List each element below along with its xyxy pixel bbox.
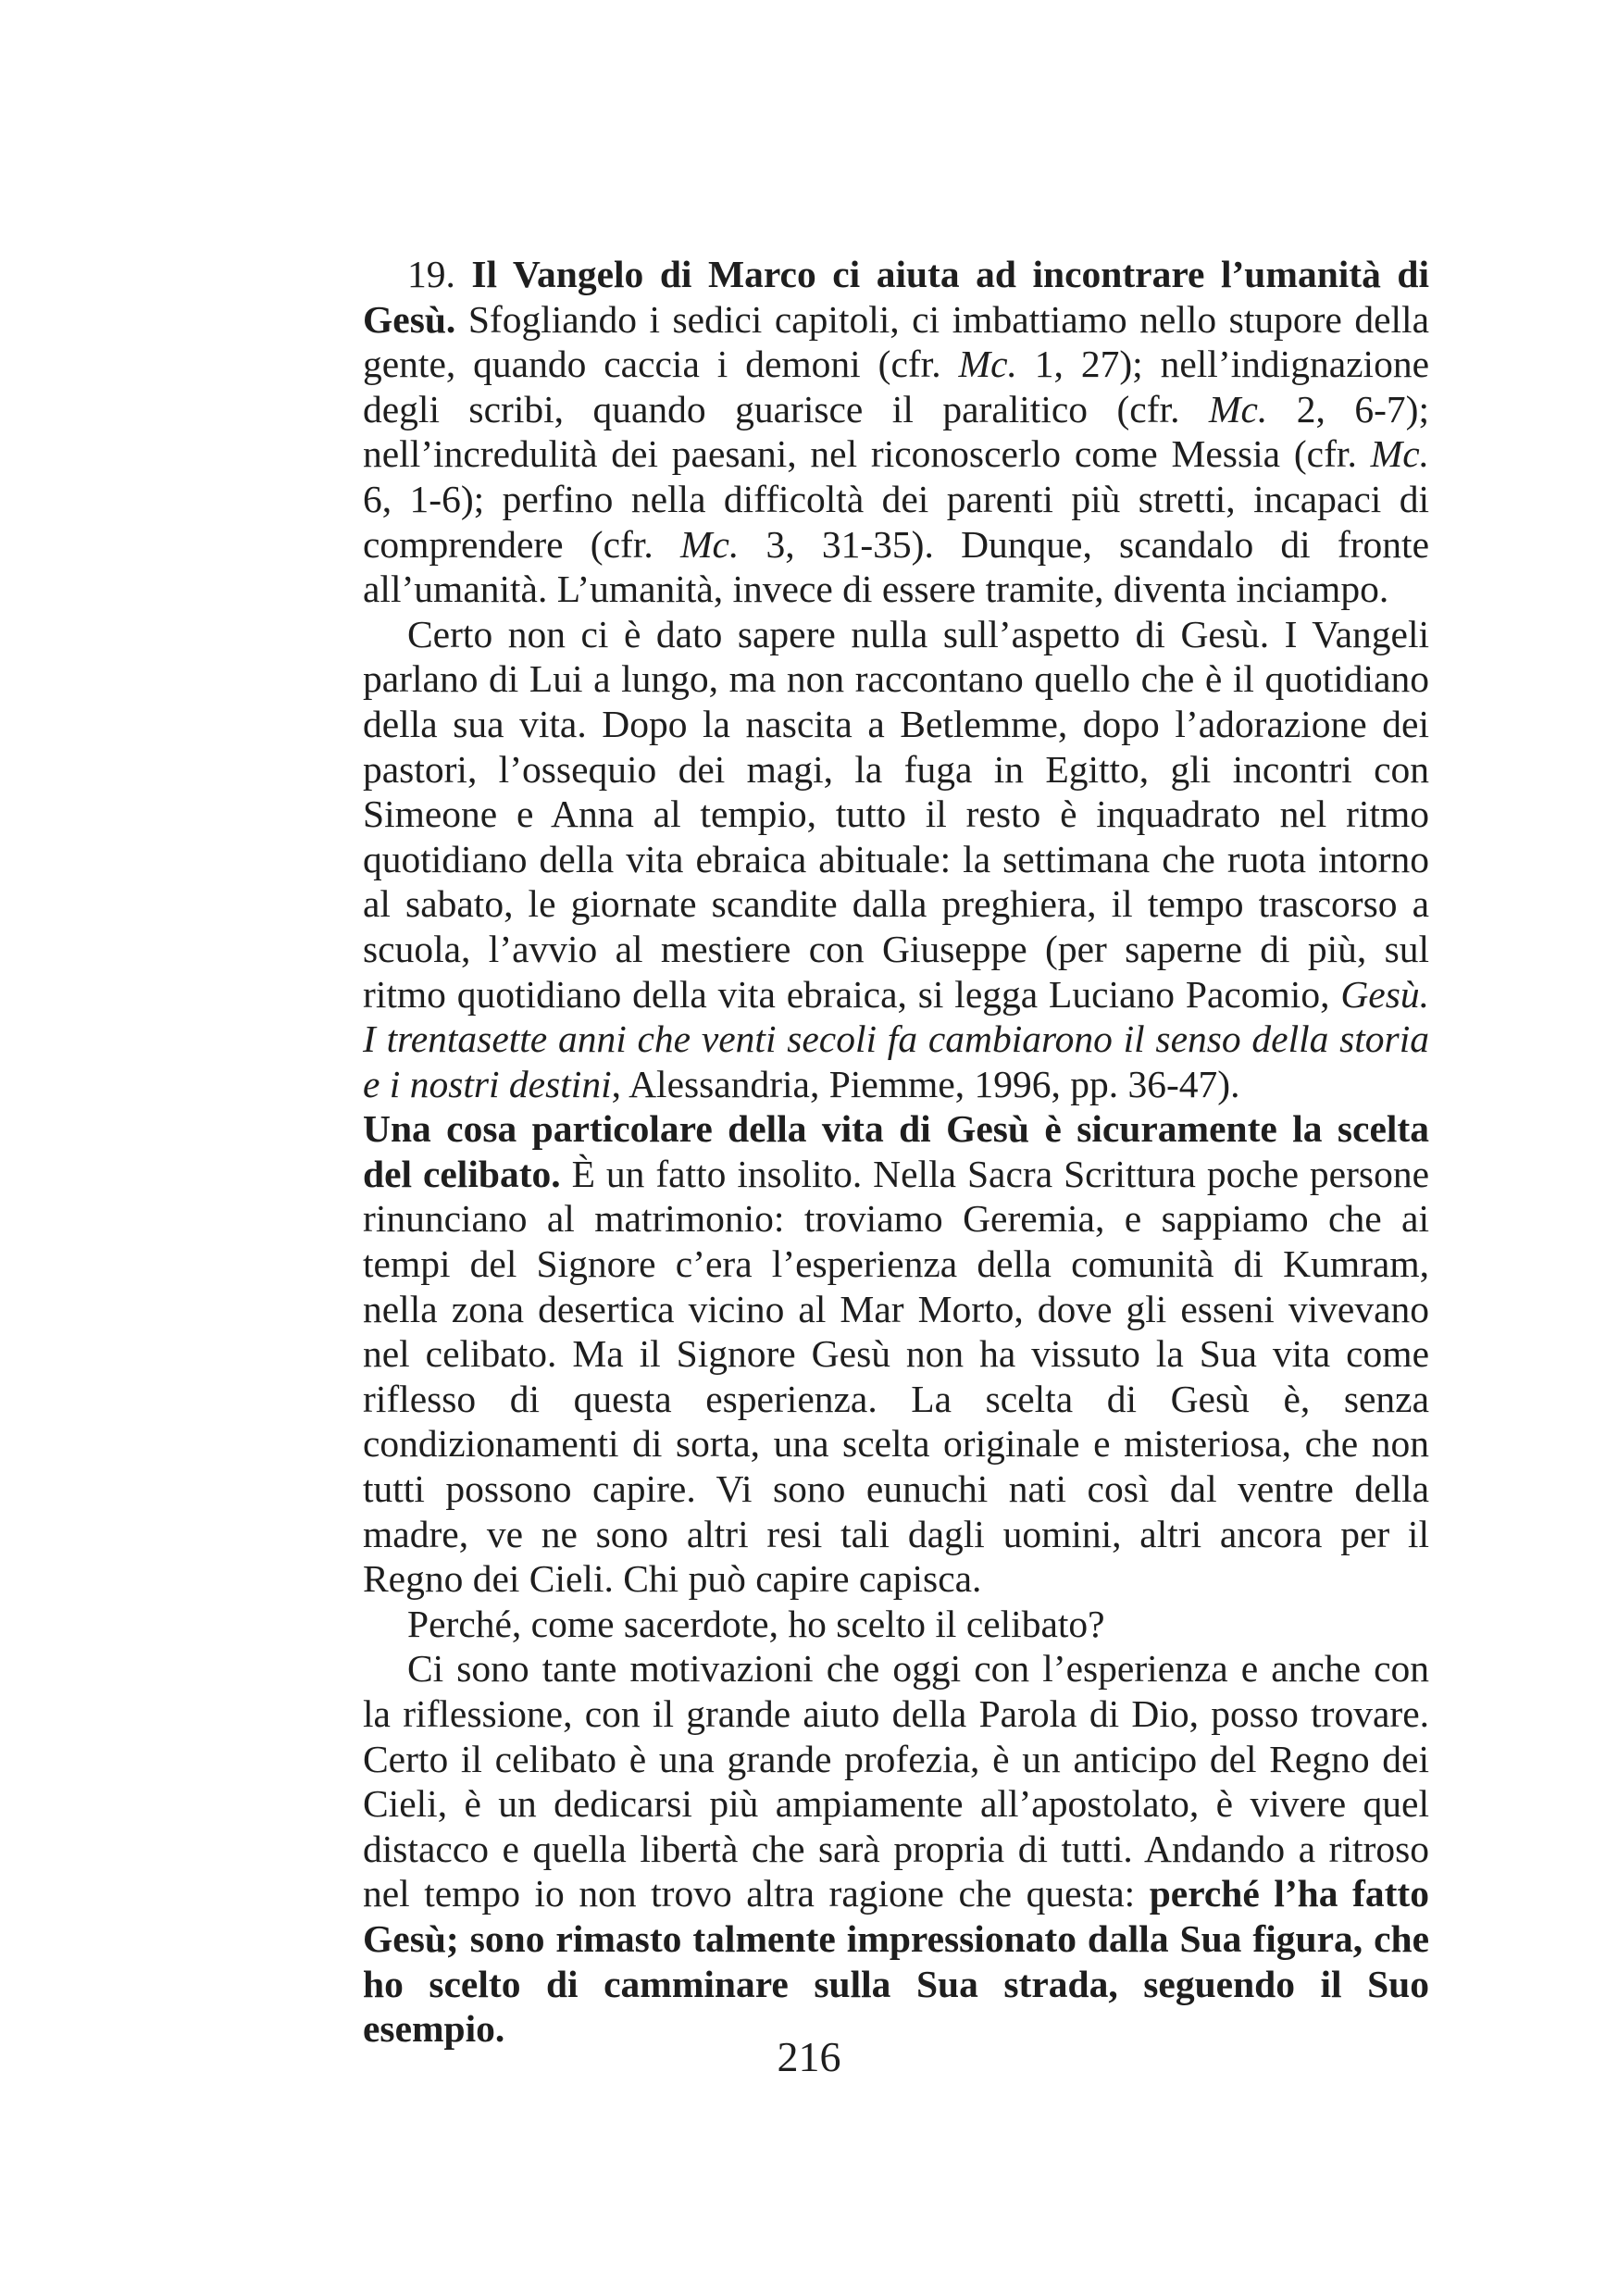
- body-text: [363, 252, 1429, 2052]
- text-segment: Perché, come sacerdote, ho scelto il celibato?: [407, 1602, 1105, 1645]
- text-segment: Una cosa particolare della vita di Gesù è sicuramente la scelta del celibato.: [363, 1107, 1429, 1195]
- text-segment: Mc.: [1208, 387, 1268, 430]
- text-segment: Mc.: [679, 522, 740, 566]
- text-segment: Gesù. I trentasette anni che venti secoli fa cambiarono il senso della storia e i nostri destini: [363, 972, 1429, 1105]
- text-segment: , Alessandria, Piemme, 1996, pp. 36-47).: [611, 1062, 1240, 1105]
- paragraph-1: [363, 252, 1429, 612]
- page-number: 216: [777, 2033, 841, 2080]
- text-segment: perché l’ha fatto Gesù; sono rimasto talmente impressionato dalla Sua figura, che ho scelto di camminare sulla Sua strada, seguendo il Suo esempio.: [363, 1872, 1430, 2051]
- text-segment: 6, 1-6); perfino nella difficoltà dei parenti più stretti, incapaci di comprendere (cfr.: [363, 477, 1429, 566]
- paragraph-5: [363, 1646, 1429, 2051]
- text-segment: 19.: [407, 253, 472, 295]
- text-segment: Sfogliando i sedici capitoli, ci imbattiamo nello stupore della gente, quando caccia i demoni (cfr.: [363, 297, 1429, 386]
- text-segment: Mc.: [1370, 432, 1429, 476]
- paragraph-4: [363, 1602, 1429, 1647]
- text-segment: 2, 6-7); nell’incredulità dei paesani, nel riconoscerlo come Messia (cfr.: [363, 387, 1429, 476]
- paragraph-3: [363, 1106, 1429, 1602]
- text-segment: Certo non ci è dato sapere nulla sull’aspetto di Gesù. I Vangeli parlano di Lui a lungo, ma non raccontano quello che è il quotidiano della sua vita. Dopo la nascita a Betlemme, dopo l’adorazione dei pastori, l’ossequio dei magi, la fuga in Egitto, gli incontri con Simeone e Anna al tempio, tutto il resto è inquadrato nel ritmo quotidiano della vita ebraica abituale: la settimana che ruota intorno al sabato, le giornate scandite dalla preghiera, il tempo trascorso a scuola, l’avvio al mestiere con Giuseppe (per saperne di più, sul ritmo quotidiano della vita ebraica, si legga Luciano Pacomio,: [363, 612, 1429, 1016]
- text-segment: Il Vangelo di Marco ci aiuta ad incontrare l’umanità di Gesù.: [363, 253, 1430, 341]
- text-segment: 1, 27); nell’indignazione degli scribi, quando guarisce il paralitico (cfr.: [363, 343, 1429, 430]
- text-segment: Mc.: [958, 343, 1017, 386]
- text-segment: Ci sono tante motivazioni che oggi con l’esperienza e anche con la riflessione, con il grande aiuto della Parola di Dio, posso trovare. Certo il celibato è una grande profezia, è un anticipo del Regno dei Cieli, è un dedicarsi più ampiamente all’apostolato, è vivere quel distacco e quella libertà che sarà propria di tutti. Andando a ritroso nel tempo io non trovo altra ragione che questa:: [363, 1647, 1429, 1915]
- text-segment: È un fatto insolito. Nella Sacra Scrittura poche persone rinunciano al matrimonio: troviamo Geremia, e sappiamo che ai tempi del Signore c’era l’esperienza della comunità di Kumram, nella zona desertica vicino al Mar Morto, dove gli esseni vivevano nel celibato. Ma il Signore Gesù non ha vissuto la Sua vita come riflesso di questa esperienza. La scelta di Gesù è, senza condizionamenti di sorta, una scelta originale e misteriosa, che non tutti possono capire. Vi sono eunuchi nati così dal ventre della madre, ve ne sono altri resi tali dagli uomini, altri ancora per il Regno dei Cieli. Chi può capire capisca.: [363, 1152, 1429, 1601]
- paragraph-2: [363, 612, 1429, 1107]
- text-segment: 3, 31-35). Dunque, scandalo di fronte all’umanità. L’umanità, invece di essere tramite, diventa inciampo.: [363, 522, 1429, 611]
